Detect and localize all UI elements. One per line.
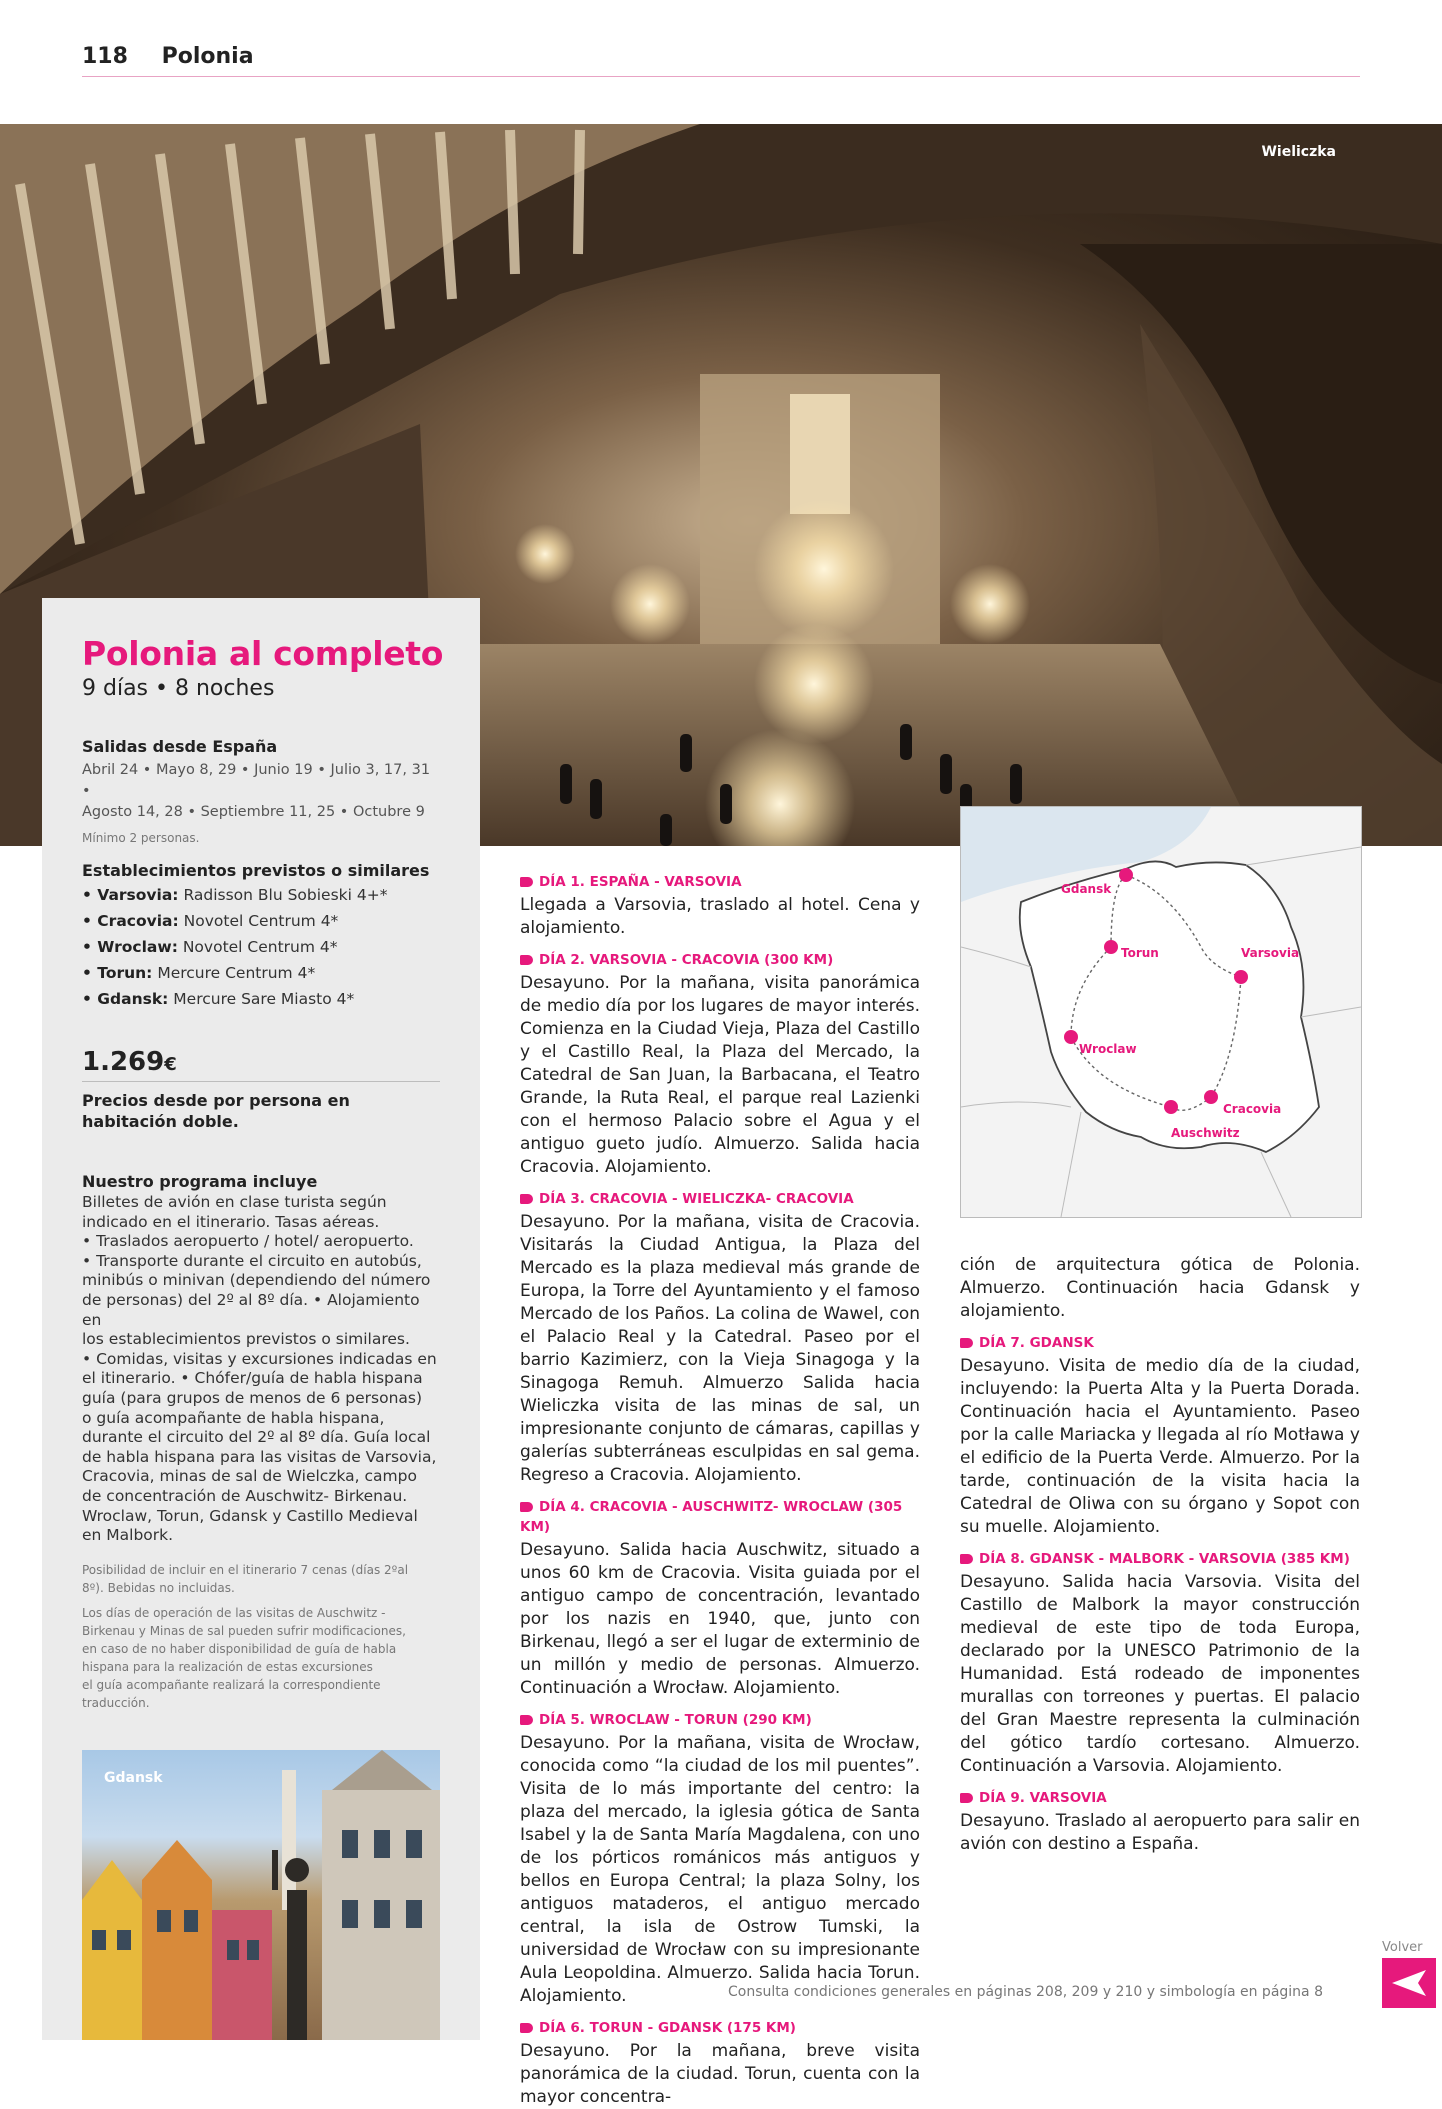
departures-line-2: Agosto 14, 28 • Septiembre 11, 25 • Octubre 9 bbox=[82, 804, 425, 820]
departures-label: Salidas desde España bbox=[82, 737, 278, 756]
back-arrow-icon bbox=[1382, 1958, 1436, 2008]
label-torun: Torun bbox=[1121, 946, 1159, 960]
day-8-title: DÍA 8. GDANSK - MALBORK - VARSOVIA (385 KM) bbox=[960, 1549, 1360, 1569]
route-map bbox=[960, 806, 1362, 1218]
pin-gdansk bbox=[1119, 868, 1133, 882]
label-wroclaw: Wroclaw bbox=[1079, 1042, 1137, 1056]
day-4-title: DÍA 4. CRACOVIA - AUSCHWITZ- WROCLAW (305 KM) bbox=[520, 1497, 920, 1537]
pin-torun bbox=[1104, 940, 1118, 954]
day-9-text: Desayuno. Traslado al aeropuerto para salir en avión con destino a España. bbox=[960, 1811, 1360, 1854]
price-value: 1.269€ bbox=[82, 1047, 177, 1077]
day-8-text: Desayuno. Salida hacia Varsovia. Visita del Castillo de Malbork la mayor construcción medieval de este tipo de toda Europa, declarado por la UNESCO Patrimonio de la Humanidad. Está rodeado de imponentes murallas con torreones y puertas. El palacio del Gran Maestre representa la culminación del gótico tardío cortesano. Almuerzo. Continuación a Varsovia. Alojamiento. bbox=[960, 1572, 1360, 1776]
tour-title: Polonia al completo bbox=[82, 634, 444, 673]
day-7-title: DÍA 7. GDANSK bbox=[960, 1333, 1360, 1353]
hotels-block bbox=[82, 861, 440, 1012]
dinner-note: Posibilidad de incluir en el itinerario 7 cenas (días 2ºal 8º). Bebidas no incluidas. bbox=[82, 1563, 409, 1595]
includes-block bbox=[82, 1172, 440, 1546]
pin-cracovia bbox=[1204, 1090, 1218, 1104]
price-block bbox=[82, 1047, 440, 1132]
hotel-item: • Cracovia: Novotel Centrum 4* bbox=[82, 912, 339, 930]
back-button[interactable] bbox=[1382, 1958, 1436, 2008]
pin-wroclaw bbox=[1064, 1030, 1078, 1044]
poland-route-map bbox=[961, 807, 1361, 1217]
itinerary-column-2 bbox=[960, 1254, 1360, 1856]
day-9-title: DÍA 9. VARSOVIA bbox=[960, 1788, 1360, 1808]
hotel-item: • Wroclaw: Novotel Centrum 4* bbox=[82, 938, 338, 956]
label-varsovia: Varsovia bbox=[1241, 946, 1300, 960]
day-3-text: Desayuno. Por la mañana, visita de Cracovia. Visitarás la Ciudad Antigua, la Plaza del Mercado es la plaza medieval más grande de Europa, la Torre del Ayuntamiento y el famoso Mercado de los Paños. La colina de Wawel, con el Palacio Real y la Catedral. Paseo por el barrio Kazimierz, con la Vieja Sinagoga y la Sinagoga Remuh. Almuerzo Salida hacia Wieliczka visita de las minas de sal, un impresionante conjunto de cámaras, capillas y galerías subterráneas esculpidas en sal gema. Regreso a Cracovia. Alojamiento. bbox=[520, 1212, 920, 1485]
day-7-text: Desayuno. Visita de medio día de la ciudad, incluyendo: la Puerta Alta y la Puerta Dorada. Continuación hacia el Ayuntamiento. Paseo por la calle Mariacka y llegada al río Motława y el edificio de la Puerta Verde. Almuerzo. Por la tarde, continuación de la visita hacia la Catedral de Oliwa con su órgano y Sopot con su muelle. Alojamiento. bbox=[960, 1356, 1360, 1537]
page-header bbox=[82, 44, 254, 69]
departures-block bbox=[82, 737, 440, 847]
day-1-title: DÍA 1. ESPAÑA - VARSOVIA bbox=[520, 872, 920, 892]
day-6-text: Desayuno. Por la mañana, breve visita panorámica de la ciudad. Torun, cuenta con la mayor concentra- bbox=[520, 2041, 920, 2107]
day-2-title: DÍA 2. VARSOVIA - CRACOVIA (300 KM) bbox=[520, 950, 920, 970]
day-4-text: Desayuno. Salida hacia Auschwitz, situado a unos 60 km de Cracovia. Visita guiada por el antiguo campo de concentración, levantado por los nazis en 1940, que, junto con Birkenau, llegó a ser el lugar de exterminio de un millón y medio de personas. Almuerzo. Continuación a Wrocław. Alojamiento. bbox=[520, 1540, 920, 1698]
includes-text: Billetes de avión en clase turista según indicado en el itinerario. Tasas aéreas. • Traslados aeropuerto / hotel/ aeropuerto. • Transporte durante el circuito en autobús, minibús o minivan (dependiendo del número de personas) del 2º al 8º día. • Alojamiento en los establecimientos previstos o similares. • Comidas, visitas y excursiones indicadas en el itinerario. • Chófer/guía de habla hispana guía (para grupos de menos de 6 personas) o guía acompañante de habla hispana, durante el circuito del 2º al 8º día. Guía local de habla hispana para las visitas de Varsovia, Cracovia, minas de sal de Wielczka, campo de concentración de Auschwitz- Birkenau. Wroclaw, Torun, Gdansk y Castillo Medieval en Malbork. bbox=[82, 1193, 437, 1545]
hotel-item: • Torun: Mercure Centrum 4* bbox=[82, 964, 316, 982]
header-divider bbox=[82, 76, 1360, 77]
includes-label: Nuestro programa incluye bbox=[82, 1172, 318, 1191]
pin-auschwitz bbox=[1164, 1100, 1178, 1114]
day-2-text: Desayuno. Por la mañana, visita panorámica de medio día por los lugares de mayor interés. Comienza en la Ciudad Vieja, Plaza del Castillo y el Castillo Real, la Plaza del Mercado, la Catedral de San Juan, la Barbacana, el Teatro Grande, la Ruta Real, el parque real Lazienki con el hermoso Palacio sobre el Agua y el antiguo gueto judío. Almuerzo. Salida hacia Cracovia. Alojamiento. bbox=[520, 973, 920, 1177]
minimum-note: Mínimo 2 personas. bbox=[82, 831, 200, 845]
day-1-text: Llegada a Varsovia, traslado al hotel. Cena y alojamiento. bbox=[520, 895, 920, 938]
section-title: Polonia bbox=[161, 44, 254, 69]
day-5-title: DÍA 5. WROCLAW - TORUN (290 KM) bbox=[520, 1710, 920, 1730]
operation-note: Los días de operación de las visitas de Auschwitz - Birkenau y Minas de sal pueden sufrir modificaciones, en caso de no haber disponibilidad de guía de habla hispana para la realización de estas excursiones el guía acompañante realizará la correspondiente traducción. bbox=[82, 1606, 406, 1710]
pin-varsovia bbox=[1234, 970, 1248, 984]
tour-duration: 9 días • 8 noches bbox=[82, 676, 275, 701]
day-3-title: DÍA 3. CRACOVIA - WIELICZKA- CRACOVIA bbox=[520, 1189, 920, 1209]
photo-gdansk bbox=[82, 1750, 440, 2040]
gdansk-photo-caption: Gdansk bbox=[104, 1770, 163, 1786]
label-gdansk: Gdansk bbox=[1061, 882, 1112, 896]
departures-line-1: Abril 24 • Mayo 8, 29 • Junio 19 • Julio 3, 17, 31 • bbox=[82, 762, 431, 799]
hero-caption: Wieliczka bbox=[1261, 144, 1336, 160]
day-5-text: Desayuno. Por la mañana, visita de Wrocław, conocida como “la ciudad de los mil puentes”. Visita de lo más importante del centro: la plaza del mercado, la iglesia gótica de Santa Isabel y la de Santa María Magdalena, con uno de los pórticos románicos más antiguos y bellos en Europa Central; la plaza Solny, los antiguos mataderos, el antiguo mercado central, la isla de Ostrow Tumski, la universidad de Wrocław con su impresionante Aula Leopoldina. Almuerzo. Salida hacia Torun. Alojamiento. bbox=[520, 1733, 920, 2006]
footer-note: Consulta condiciones generales en páginas 208, 209 y 210 y simbología en página 8 bbox=[728, 1984, 1323, 2000]
label-cracovia: Cracovia bbox=[1223, 1102, 1282, 1116]
price-divider bbox=[82, 1081, 440, 1082]
hotel-item: • Varsovia: Radisson Blu Sobieski 4+* bbox=[82, 886, 388, 904]
back-label[interactable]: Volver bbox=[1382, 1940, 1423, 1955]
day-6-title: DÍA 6. TORUN - GDANSK (175 KM) bbox=[520, 2018, 920, 2038]
page-number: 118 bbox=[82, 44, 128, 69]
hotel-item: • Gdansk: Mercure Sare Miasto 4* bbox=[82, 990, 355, 1008]
itinerary-column-1 bbox=[520, 872, 920, 2109]
label-auschwitz: Auschwitz bbox=[1171, 1126, 1240, 1140]
hotels-list bbox=[82, 882, 440, 1012]
gdansk-facades-illustration bbox=[82, 1750, 440, 2040]
day-6-continuation: ción de arquitectura gótica de Polonia. Almuerzo. Continuación hacia Gdansk y alojamiento. bbox=[960, 1255, 1360, 1321]
price-note: Precios desde por persona en habitación doble. bbox=[82, 1091, 350, 1131]
hotels-label: Establecimientos previstos o similares bbox=[82, 861, 430, 880]
